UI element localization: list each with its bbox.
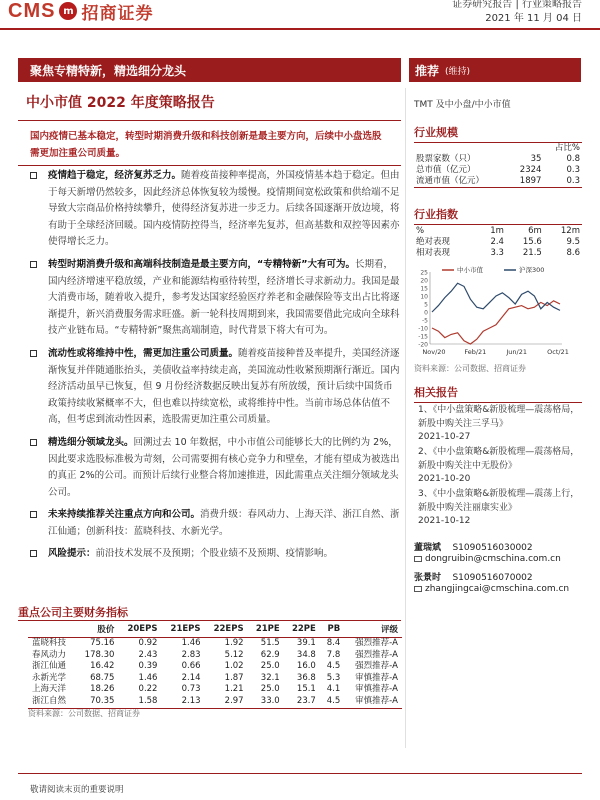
bullet-square-icon bbox=[30, 550, 37, 557]
doc-type: 证券研究报告 | 行业策略报告 bbox=[452, 0, 582, 10]
logo-en: CMS bbox=[8, 0, 56, 22]
table-cell: 4.5 bbox=[320, 696, 344, 708]
col-header: 20EPS bbox=[118, 621, 161, 638]
cell: 3.3 bbox=[490, 248, 504, 258]
industry-index-title: 行业指数 bbox=[414, 206, 582, 225]
row-label: 相对表现 bbox=[416, 248, 451, 258]
bullet-body: 随着疫苗接种率提高，外国疫情基本趋于稳定。但由于每天新增仍然较多，因此经济总体恢复较为缓慢。疫情期间宽松政策和供给端不足导致大宗商品价格持续攀升，使得经济复苏进一步乏力。后续各国逐渐开放边境，将有助于全球经济回暖。国内疫情防控得当，经济率先复苏，但高基数和双控等因素亦使得增长乏力。 bbox=[48, 170, 400, 248]
table-row bbox=[28, 661, 402, 673]
report-text: 3、《中小盘策略&新股梳理—震荡上行，新股中购关注丽康实业》 bbox=[418, 489, 580, 513]
col-header: 21EPS bbox=[161, 621, 204, 638]
row-label: 总市值（亿元） bbox=[416, 165, 476, 175]
col-header: 21PE bbox=[248, 621, 284, 638]
bullet-body: 长期看，国内经济增速平稳放缓，产业和能源结构亟待转型，经济增长寻求新动力。我国是最大消费市场，随着收入提升，参考发达国家经验医疗养老和金融保险等支出占比将逐渐提升，新兴消费服务需求旺盛。新一轮科技周期到来，我国需要借此完成向全球科技产业链布局。“专精特新”聚焦高端制造，时代背景下将大有可为。 bbox=[48, 258, 400, 337]
cell: 1897 bbox=[509, 176, 543, 188]
table-cell: 1.92 bbox=[224, 638, 244, 648]
company-name: 春风动力 bbox=[32, 649, 67, 660]
fin-table-title: 重点公司主要财务指标 bbox=[18, 606, 128, 619]
table-cell: 强烈推荐-A bbox=[355, 638, 398, 648]
bullet-item bbox=[30, 346, 402, 429]
table-cell: 5.12 bbox=[224, 649, 244, 660]
table-cell: 70.35 bbox=[76, 696, 119, 708]
x-tick-label: Nov/20 bbox=[422, 348, 446, 356]
analyst-name: 董瑞斌 bbox=[414, 543, 442, 553]
bullet-head: 精选细分领域龙头。 bbox=[48, 436, 134, 448]
table-cell: 审慎推荐-A bbox=[355, 684, 398, 695]
table-row bbox=[414, 154, 582, 165]
table-row bbox=[28, 673, 402, 685]
headline-banner bbox=[18, 58, 401, 82]
bullet-head: 未来持续推荐关注重点方向和公司。 bbox=[48, 509, 201, 521]
table-row bbox=[28, 696, 402, 708]
analyst-license: S1090516070002 bbox=[452, 573, 533, 583]
table-cell: 32.1 bbox=[260, 672, 280, 683]
table-cell: 5.3 bbox=[326, 672, 341, 683]
table-cell: 33.0 bbox=[248, 696, 284, 708]
y-tick-label: 5 bbox=[424, 301, 428, 309]
x-tick-label: Jun/21 bbox=[506, 348, 527, 356]
column-separator bbox=[405, 88, 406, 748]
table-row bbox=[414, 143, 582, 154]
chart-svg bbox=[412, 264, 584, 360]
table-cell: 62.9 bbox=[260, 649, 280, 660]
analyst-email[interactable]: dongruibin@cmschina.com.cn bbox=[425, 554, 561, 564]
analyst-email-row bbox=[414, 554, 561, 564]
table-cell: 1.87 bbox=[224, 672, 244, 683]
table-cell: 51.5 bbox=[260, 638, 280, 648]
bullet-item bbox=[30, 507, 402, 540]
analyst-email[interactable]: zhangjingcai@cmschina.com.cn bbox=[425, 584, 570, 594]
cell: 35 bbox=[530, 154, 542, 164]
table-cell: 36.8 bbox=[296, 672, 316, 683]
table-cell: 0.66 bbox=[181, 661, 201, 672]
cell: 0.8 bbox=[566, 154, 580, 164]
bullet-list bbox=[30, 168, 402, 569]
fin-table-header bbox=[28, 621, 402, 638]
table-cell: 0.22 bbox=[138, 684, 158, 695]
table-row bbox=[28, 684, 402, 696]
table-cell: 2.83 bbox=[181, 649, 201, 660]
bullet-item bbox=[30, 546, 402, 563]
table-cell: 75.16 bbox=[90, 638, 115, 648]
table-cell: 178.30 bbox=[84, 649, 115, 660]
logo-mark-icon: m bbox=[59, 2, 77, 20]
rating-label: 推荐 bbox=[415, 63, 440, 78]
y-tick-label: 0 bbox=[424, 309, 428, 317]
cell: 2324 bbox=[519, 165, 542, 175]
col-header: PB bbox=[320, 621, 344, 638]
col-header: 评级 bbox=[344, 621, 402, 638]
bullet-head: 转型时期消费升级和高端科技制造是最主要方向，“专精特新”大有可为。 bbox=[48, 258, 355, 270]
bullet-head: 疫情趋于稳定，经济复苏乏力。 bbox=[48, 170, 182, 181]
related-report bbox=[418, 488, 582, 529]
report-title: 中小市值 2022 年度策略报告 bbox=[26, 95, 215, 111]
company-name: 永新光学 bbox=[32, 672, 67, 683]
bullet-body: 消费升级：春风动力、上海天洋、浙江自然、浙江仙通；创新科技：蓝晓科技、水新光学。 bbox=[48, 509, 400, 537]
legend-label: 中小市值 bbox=[457, 266, 483, 274]
y-tick-label: -5 bbox=[422, 317, 428, 325]
bullet-square-icon bbox=[30, 261, 37, 268]
bullet-body: 回溯过去 10 年数据，中小市值公司能够长大的比例约为 2%，因此要求选股标准极为苛刻，公司需要拥有核心竞争力和壁垒，才能有望成为被选出的真正 2%的公司。而预计后续行业整合将加速推进，因此需重点关注细分领域龙头公司。 bbox=[48, 436, 400, 498]
table-cell: 18.26 bbox=[90, 684, 115, 695]
cell: 15.6 bbox=[522, 237, 542, 247]
col-header: 22PE bbox=[284, 621, 320, 638]
report-text: 2、《中小盘策略&新股梳理—震荡格局，新股中购关注中无股份》 bbox=[418, 447, 580, 471]
cell: 0.3 bbox=[566, 165, 580, 175]
table-cell: 25.0 bbox=[260, 661, 280, 672]
col-header: % bbox=[416, 226, 425, 236]
summary-box: 国内疫情已基本稳定，转型时期消费升级和科技创新是最主要方向，后续中小盘选股需更加注重公司质量。 bbox=[18, 120, 401, 166]
table-row bbox=[414, 226, 582, 237]
y-tick-label: -10 bbox=[418, 325, 428, 333]
bullet-body: 前沿技术发展不及预期；个股业绩不及预期、疫情影响。 bbox=[95, 548, 334, 560]
industry-category: TMT 及中小盘/中小市值 bbox=[414, 100, 511, 110]
bullet-item bbox=[30, 168, 402, 251]
y-tick-label: -20 bbox=[418, 341, 428, 349]
mail-icon bbox=[414, 586, 422, 592]
table-cell: 1.46 bbox=[181, 638, 201, 648]
table-cell: 审慎推荐-A bbox=[355, 672, 398, 683]
analyst bbox=[414, 540, 533, 553]
table-cell: 强烈推荐-A bbox=[355, 661, 398, 672]
table-cell: 1.58 bbox=[118, 696, 161, 708]
col-header: 22EPS bbox=[205, 621, 248, 638]
bullet-item bbox=[30, 435, 402, 501]
industry-scale-table bbox=[414, 143, 582, 188]
y-tick-label: -15 bbox=[418, 333, 428, 341]
header-divider bbox=[0, 28, 600, 30]
bullet-head: 流动性或将维持中性，需更加注重公司质量。 bbox=[48, 347, 239, 359]
series-line-1 bbox=[432, 283, 560, 312]
table-cell: 4.1 bbox=[326, 684, 341, 695]
cell: 2.4 bbox=[490, 237, 504, 247]
mail-icon bbox=[414, 556, 422, 562]
table-cell: 16.0 bbox=[296, 661, 316, 672]
table-cell: 强烈推荐-A bbox=[355, 649, 398, 660]
related-report bbox=[418, 404, 582, 445]
table-cell: 39.1 bbox=[296, 638, 316, 648]
table-cell: 7.8 bbox=[326, 649, 341, 660]
chart-source: 资料来源：公司数据、招商证券 bbox=[414, 364, 526, 373]
table-cell: 2.14 bbox=[181, 672, 201, 683]
cell: 9.5 bbox=[566, 237, 580, 247]
row-label: 股票家数（只） bbox=[416, 154, 476, 164]
table-cell: 34.8 bbox=[296, 649, 316, 660]
table-row bbox=[414, 237, 582, 248]
related-title: 相关报告 bbox=[414, 384, 582, 403]
table-cell: 1.46 bbox=[138, 672, 158, 683]
table-row bbox=[414, 176, 582, 188]
table-row bbox=[414, 165, 582, 176]
table-cell: 1.02 bbox=[224, 661, 244, 672]
company-name: 浙江仙通 bbox=[32, 661, 67, 672]
cell: 0.3 bbox=[543, 176, 582, 188]
table-cell: 1.21 bbox=[224, 684, 244, 695]
cell: 21.5 bbox=[522, 248, 542, 258]
col-header: 股价 bbox=[76, 621, 119, 638]
logo-cn: 招商证券 bbox=[81, 3, 154, 24]
y-tick-label: 15 bbox=[420, 285, 428, 293]
table-row bbox=[28, 638, 402, 650]
fin-table-source: 资料来源：公司数据、招商证券 bbox=[28, 709, 140, 718]
report-date: 2021-10-20 bbox=[418, 474, 471, 484]
analyst-name: 张景时 bbox=[414, 573, 442, 583]
pct-header: 占比% bbox=[554, 143, 580, 153]
footer-divider bbox=[18, 773, 582, 774]
table-cell: 8.4 bbox=[326, 638, 341, 648]
table-cell: 0.73 bbox=[181, 684, 201, 695]
table-cell: 0.39 bbox=[138, 661, 158, 672]
company-name: 上海天洋 bbox=[32, 684, 67, 695]
report-date: 2021-10-27 bbox=[418, 432, 471, 442]
table-cell: 25.0 bbox=[260, 684, 280, 695]
report-date: 2021 年 11 月 04 日 bbox=[485, 13, 582, 24]
bullet-square-icon bbox=[30, 439, 37, 446]
col-header: 12m bbox=[560, 226, 580, 236]
table-cell: 4.5 bbox=[326, 661, 341, 672]
company-name: 浙江自然 bbox=[28, 696, 76, 708]
industry-scale-title: 行业规模 bbox=[414, 124, 582, 143]
bullet-square-icon bbox=[30, 350, 37, 357]
table-cell: 23.7 bbox=[284, 696, 320, 708]
row-label: 绝对表现 bbox=[416, 237, 451, 247]
x-tick-label: Oct/21 bbox=[547, 348, 569, 356]
table-cell: 0.92 bbox=[138, 638, 158, 648]
headline: 聚焦专精特新，精选细分龙头 bbox=[30, 63, 187, 78]
series-line-0 bbox=[432, 301, 560, 344]
industry-index-table bbox=[414, 226, 582, 259]
rating-sub: (维持) bbox=[445, 66, 471, 77]
footer-note: 敬请阅读末页的重要说明 bbox=[30, 785, 124, 795]
report-text: 1、《中小盘策略&新股梳理—震荡格局，新股中购关注三孚马》 bbox=[418, 405, 580, 429]
table-row bbox=[28, 650, 402, 662]
company-name: 蓝晓科技 bbox=[32, 638, 67, 648]
analyst-email-row bbox=[414, 584, 569, 594]
table-cell: 2.13 bbox=[161, 696, 204, 708]
bullet-square-icon bbox=[30, 172, 37, 179]
header-meta bbox=[452, 0, 582, 26]
fin-table bbox=[28, 621, 402, 709]
x-tick-label: Feb/21 bbox=[464, 348, 487, 356]
analyst bbox=[414, 570, 533, 583]
y-tick-label: 10 bbox=[420, 293, 428, 301]
rating-banner bbox=[409, 58, 581, 82]
bullet-square-icon bbox=[30, 511, 37, 518]
col-header: 1m bbox=[490, 226, 504, 236]
cell: 8.6 bbox=[566, 248, 580, 258]
bullet-head: 风险提示： bbox=[48, 548, 96, 560]
table-cell: 16.42 bbox=[90, 661, 115, 672]
table-cell: 15.1 bbox=[296, 684, 316, 695]
col-header: 6m bbox=[528, 226, 542, 236]
index-chart bbox=[412, 264, 584, 360]
table-cell: 68.75 bbox=[90, 672, 115, 683]
related-report bbox=[418, 446, 582, 487]
table-cell: 2.97 bbox=[205, 696, 248, 708]
table-cell: 2.43 bbox=[138, 649, 158, 660]
analyst-license: S1090516030002 bbox=[452, 543, 533, 553]
bullet-item bbox=[30, 257, 402, 340]
brand-logo bbox=[8, 0, 208, 22]
table-cell: 审慎推荐-A bbox=[344, 696, 402, 708]
report-date: 2021-10-12 bbox=[418, 516, 471, 526]
table-row bbox=[414, 248, 582, 259]
y-tick-label: 25 bbox=[420, 269, 428, 277]
row-label: 流通市值（亿元） bbox=[414, 176, 509, 188]
bullet-body: 随着疫苗接种普及率提升，美国经济逐渐恢复并伴随通胀抬头，美债收益率持续走高，美国流动性收紧预期渐行渐近。国内经济活动虽早已恢复，但 9 月份经济数据反映出复苏有所放缓，预计后续中国货币政策持续收紧概率不大，但也难以持续宽松，或将维持中性。当前市场总体估值不高，但考虑到流动性因素，选股需更加注重公司质量。 bbox=[48, 347, 400, 426]
legend-label: 沪深300 bbox=[519, 266, 545, 274]
y-tick-label: 20 bbox=[420, 277, 428, 285]
